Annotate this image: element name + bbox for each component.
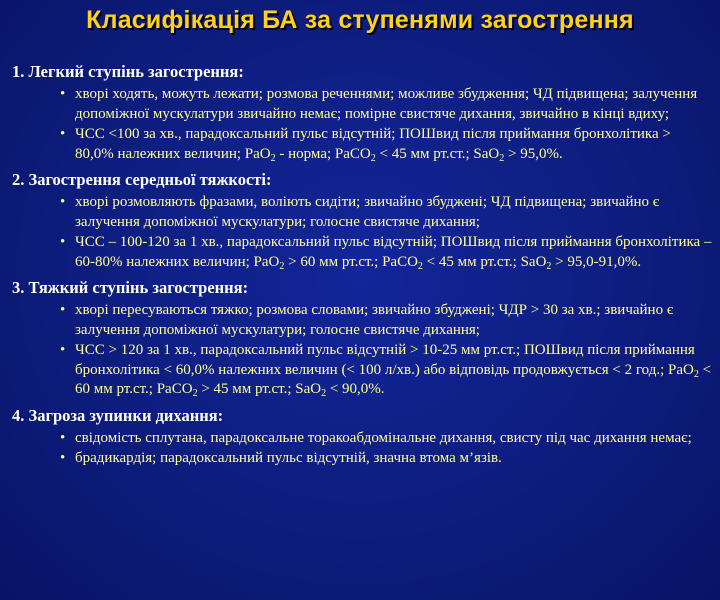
bullet-item (60, 193, 712, 232)
subscript: 2 (321, 388, 327, 399)
slide-title: Класифікація БА за ступенями загострення (86, 6, 634, 34)
bullet-item (60, 125, 712, 164)
bullet-text: свідомість сплутана, парадоксальне торакоабдомінальне дихання, свисту під час дихання немає; (75, 429, 692, 446)
section-2 (12, 170, 712, 272)
bullet-list (12, 301, 712, 400)
section-heading: 1. Легкий ступінь загострення: (12, 62, 244, 81)
section-1 (12, 62, 712, 164)
subscript: 2 (370, 152, 376, 164)
section-heading: 3. Тяжкий ступінь загострення: (12, 278, 249, 297)
section-3 (12, 278, 712, 400)
bullet-dot-icon: • (60, 194, 66, 210)
bullet-dot-icon: • (60, 302, 66, 318)
bullet-text: < 45 мм рт.ст.; SaO (422, 253, 547, 270)
section-heading: 4. Загроза зупинки дихання: (12, 405, 224, 425)
subscript: 2 (499, 152, 505, 164)
bullet-text: < 90,0%. (326, 381, 385, 397)
section-4 (12, 406, 712, 469)
bullet-text: < 45 мм рт.ст.; SaO (375, 145, 500, 162)
bullet-dot-icon: • (60, 450, 66, 466)
subscript: 2 (546, 260, 552, 272)
bullet-dot-icon: • (60, 86, 66, 102)
bullet-text: ЧСС > 120 за 1 хв., парадоксальний пульс відсутній > 10-25 мм рт.ст.; ПОШвид після приймання бронхолітика < 60,0% належних величин (< 100 л/хв.) або відповідь продовжується < 2 год.; РаО (75, 342, 695, 378)
bullet-item (60, 449, 712, 469)
bullet-dot-icon: • (60, 234, 66, 250)
bullet-text: хворі ходять, можуть лежати; розмова реченнями; можливе збудження; ЧД підвищена; залучення допоміжної мускулатури звичайно немає; помірне свистяче дихання, звичайно в кінці вдиху; (75, 86, 698, 122)
bullet-dot-icon: • (60, 429, 66, 446)
bullet-item (60, 341, 712, 400)
subscript: 2 (270, 152, 276, 164)
subscript: 2 (279, 260, 285, 272)
bullet-item (60, 301, 712, 340)
section-heading: 2. Загострення середньої тяжкості: (12, 170, 272, 189)
bullet-text: брадикардія; парадоксальний пульс відсутній, значна втома м’язів. (75, 450, 502, 466)
bullet-text: - норма; РаСО (275, 145, 371, 162)
bullet-list (12, 429, 712, 469)
subscript: 2 (192, 388, 198, 399)
bullet-list (12, 193, 712, 272)
bullet-text: < 60 мм рт.ст.; РаСО (75, 361, 712, 397)
bullet-item (60, 233, 712, 272)
bullet-text: ЧСС – 100-120 за 1 хв., парадоксальний пульс відсутній; ПОШвид після приймання бронхолітика – 60-80% належних величин; РаО (75, 234, 712, 270)
bullet-item (60, 85, 712, 124)
bullet-item (60, 429, 712, 449)
bullet-text: ЧСС <100 за хв., парадоксальний пульс відсутній; ПОШвид після приймання бронхолітика > 80,0% належних величин; РаО (75, 126, 671, 162)
bullet-dot-icon: • (60, 126, 66, 142)
bullet-text: > 45 мм рт.ст.; SaO (197, 381, 322, 397)
bullet-text: > 95,0%. (504, 145, 563, 162)
bullet-text: хворі пересуваються тяжко; розмова словами; звичайно збуджені; ЧДР > 30 за хв.; звичайно є залучення допоміжної мускулатури; голосне свистяче дихання; (75, 302, 674, 338)
bullet-list (12, 85, 712, 164)
bullet-text: > 60 мм рт.ст.; РаСО (284, 253, 418, 270)
bullet-text: > 95,0-91,0%. (551, 253, 642, 270)
bullet-dot-icon: • (60, 342, 66, 358)
subscript: 2 (417, 260, 423, 272)
slide-content (12, 62, 712, 475)
subscript: 2 (693, 368, 699, 380)
bullet-text: хворі розмовляють фразами, воліють сидіти; звичайно збуджені; ЧД підвищена; звичайно є залучення допоміжної мускулатури; голосне свистяче дихання; (75, 194, 660, 230)
